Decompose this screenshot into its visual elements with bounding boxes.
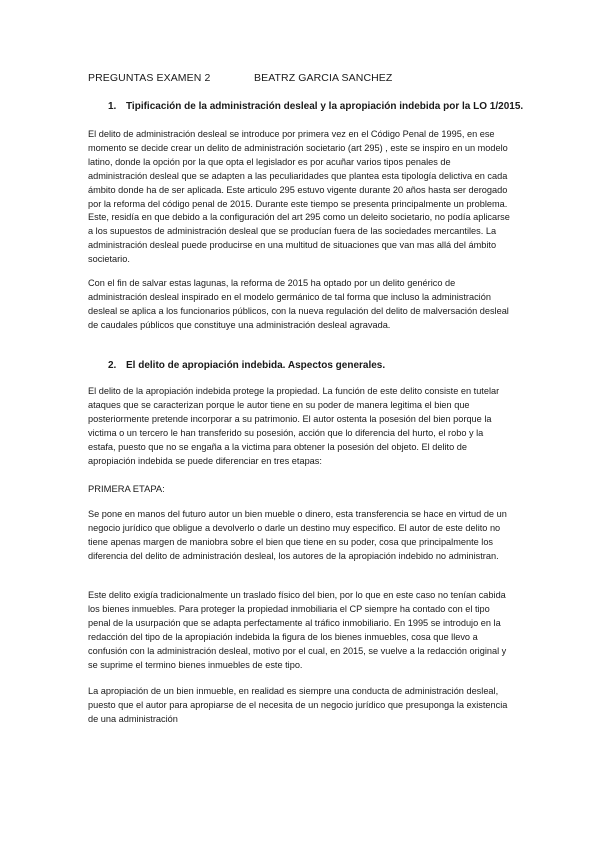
section-2-heading (108, 360, 385, 371)
stage-paragraph-3: La apropiación de un bien inmueble, en realidad es siempre una conducta de administración desleal, puesto que el autor para apropiarse de el necesita de un negocio jurídico que presuponga la existencia de una administración (88, 686, 508, 724)
document-header (88, 72, 393, 84)
stage-label: PRIMERA ETAPA: (88, 483, 165, 494)
section-2-number: 2. (108, 360, 117, 371)
section-1-title: Tipificación de la administración desleal y la apropiación indebida por la LO 1/2015. (126, 101, 524, 112)
section-1-number: 1. (108, 101, 117, 112)
section-1-heading (108, 101, 523, 112)
section-2-paragraph-1: El delito de la apropiación indebida protege la propiedad. La función de este delito consiste en tutelar ataques que se caracterizan porque le autor tiene en su poder de manera legitima el bien que posteriormente pretende incorporar a su patrimonio. El autor ostenta la posesión del bien porque la victima o un tercero le han transferido su posesión, acción que lo diferencia del hurto, el robo y la estafa, puesto que no se engaña a la victima para obtener la posesión del objeto. El delito de apropiación indebida se puede diferenciar en tres etapas: (88, 386, 500, 466)
section-1-paragraph-1: El delito de administración desleal se introduce por primera vez en el Código Penal de 1995, en ese momento se decide crear un delito de administración societario (art 295) , este se inspiro en un modelo latino, donde la opción por la que opta el legislador es por acuñar varios tipos penales de administración desleal que se adapten a las peculiaridades que plantea esta tipología delictiva en cada ámbito donde ha de ser aplicada. Este articulo 295 estuvo vigente durante 20 años hasta ser derogado por la reforma del código penal de 2015. Durante este tiempo se presenta principalmente un problema. Este, residía en que debido a la configuración del art 295 como un deleito societario, no podía aplicarse a los supuestos de administración desleal que se producían fuera de las sociedades mercantiles. La administración desleal puede producirse en una multitud de situaciones que van mas allá del ámbito societario. (88, 129, 510, 265)
stage-paragraph-1: Se pone en manos del futuro autor un bien mueble o dinero, esta transferencia se hace en virtud de un negocio jurídico que obligue a devolverlo o darle un destino muy especifico. El autor de este delito no tiene apenas margen de maniobra sobre el bien que tiene en su poder, cosa que principalmente los diferencia del delito de administración desleal, los autores de la apropiación indebido no administran. (88, 509, 507, 561)
author-name: BEATRZ GARCIA SANCHEZ (254, 72, 393, 84)
section-2-title: El delito de apropiación indebida. Aspectos generales. (126, 360, 386, 371)
section-1-paragraph-2: Con el fin de salvar estas lagunas, la reforma de 2015 ha optado por un delito genérico de administración desleal inspirado en el modelo germánico de tal forma que incluso la administración desleal se aplica a los funcionarios públicos, con la nueva regulación del delito de malversación desleal de caudales públicos que constituye una administración desleal agravada. (88, 278, 509, 330)
stage-paragraph-2: Este delito exigía tradicionalmente un traslado físico del bien, por lo que en este caso no tenían cabida los bienes inmuebles. Para proteger la propiedad inmobiliaria el CP siempre ha contado con el tipo penal de la usurpación que se adapta perfectamente al tráfico inmobiliario. En 1995 se introdujo en la redacción del tipo de la apropiación indebida la figura de los bienes inmuebles, cosa que llevo a confusión con la administración desleal, motivo por el cual, en 2015, se vuelve a la redacción original y se suprime el termino bienes inmuebles de este tipo. (88, 590, 507, 670)
document-title: PREGUNTAS EXAMEN 2 (88, 72, 211, 84)
